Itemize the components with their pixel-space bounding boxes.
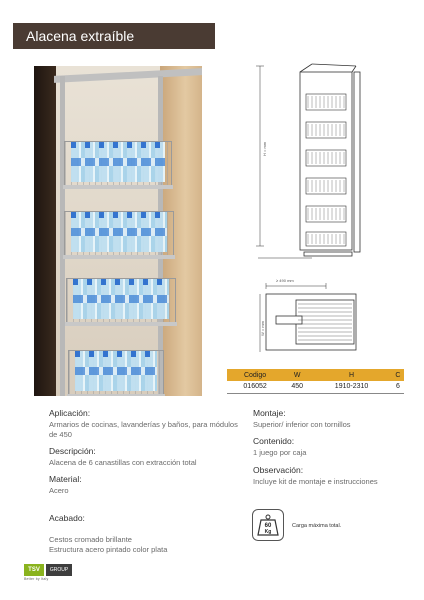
photo-bottles bbox=[73, 279, 169, 319]
brand-logo bbox=[24, 564, 72, 582]
spec-table bbox=[227, 369, 404, 394]
photo-wall bbox=[34, 66, 56, 396]
spec-table-header bbox=[227, 369, 404, 381]
section-label: Acabado: bbox=[49, 513, 85, 523]
col-header-c: C bbox=[392, 369, 404, 381]
drawing-baskets bbox=[306, 94, 346, 246]
cell-h: 1910-2310 bbox=[311, 381, 392, 393]
contenido-section bbox=[253, 436, 413, 458]
aplicacion-section bbox=[49, 408, 239, 439]
section-label: Material: bbox=[49, 474, 82, 484]
weight-caption: Carga máxima total. bbox=[292, 523, 342, 529]
logo-group: GROUP bbox=[46, 564, 72, 576]
section-label: Contenido: bbox=[253, 436, 295, 446]
height-dimension-label: H = mm bbox=[262, 141, 267, 156]
col-header-h: H bbox=[311, 369, 392, 381]
weight-icon bbox=[256, 513, 280, 537]
logo-tagline: Better by Italy bbox=[24, 577, 49, 581]
photo-basket-1 bbox=[64, 141, 172, 187]
section-value: Cestos cromado brillante Estructura acero pintado color plata bbox=[49, 535, 168, 554]
depth-dimension-label: ≥ 490 mm bbox=[276, 278, 294, 283]
section-label: Descripción: bbox=[49, 446, 96, 456]
section-value: 1 juego por caja bbox=[253, 448, 307, 457]
photo-bottles bbox=[71, 142, 165, 182]
acabado-section bbox=[49, 503, 239, 564]
top-view-drawing bbox=[260, 283, 356, 352]
section-label: Observación: bbox=[253, 465, 304, 475]
montaje-section bbox=[253, 408, 413, 430]
section-value: Acero bbox=[49, 486, 69, 495]
observacion-section bbox=[253, 465, 413, 487]
weight-icon-box bbox=[252, 509, 284, 541]
col-header-codigo: Codigo bbox=[227, 369, 283, 381]
table-row bbox=[227, 381, 404, 393]
descripcion-section bbox=[49, 446, 239, 468]
technical-drawing bbox=[256, 62, 416, 352]
section-value: Armarios de cocinas, lavanderías y baños, para módulos de 450 bbox=[49, 420, 238, 439]
section-label: Montaje: bbox=[253, 408, 286, 418]
photo-basket-2 bbox=[64, 211, 174, 257]
weight-unit: Kg bbox=[264, 529, 272, 535]
material-section bbox=[49, 474, 239, 496]
section-label: Aplicación: bbox=[49, 408, 91, 418]
photo-basket-4 bbox=[68, 350, 164, 396]
section-value: Incluye kit de montaje e instrucciones bbox=[253, 477, 378, 486]
photo-bottles bbox=[75, 351, 157, 391]
photo-bottles bbox=[71, 212, 167, 252]
page-title: Alacena extraíble bbox=[13, 23, 215, 49]
cell-w: 450 bbox=[283, 381, 311, 393]
section-value: Superior/ inferior con tornillos bbox=[253, 420, 351, 429]
logo-mark: TSV bbox=[24, 564, 44, 576]
cell-c: 6 bbox=[392, 381, 404, 393]
product-photo bbox=[34, 66, 202, 396]
photo-basket-3 bbox=[66, 278, 176, 324]
section-value: Alacena de 6 canastillas con extracción total bbox=[49, 458, 197, 467]
weight-amount: 60 bbox=[264, 523, 272, 529]
col-header-w: W bbox=[283, 369, 311, 381]
width-dimension-label: W = mm bbox=[260, 321, 265, 336]
cell-codigo: 016052 bbox=[227, 381, 283, 393]
